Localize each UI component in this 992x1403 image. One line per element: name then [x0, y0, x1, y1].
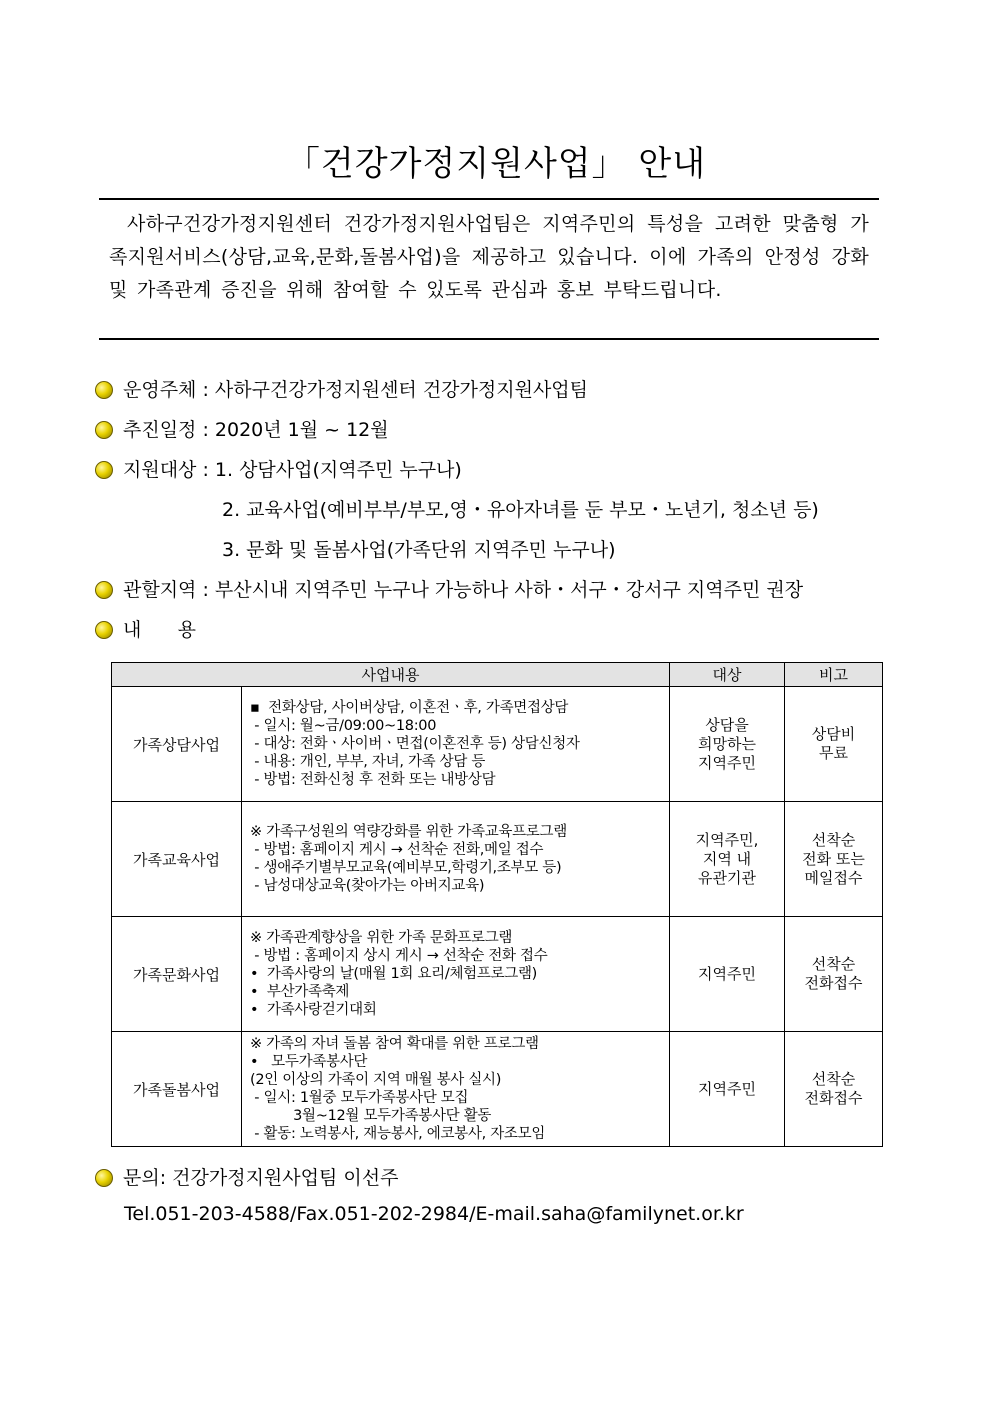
table-row: [112, 1032, 883, 1147]
bullet-icon: [95, 421, 113, 439]
row-category: 가족문화사업: [112, 917, 242, 1032]
row-category: 가족상담사업: [112, 687, 242, 802]
table-row: [112, 802, 883, 917]
bullet-icon: [95, 1169, 113, 1187]
row-target: 지역주민: [670, 917, 785, 1032]
table-row: [112, 917, 883, 1032]
info-target-3: 3. 문화 및 돌봄사업(가족단위 지역주민 누구나): [222, 539, 616, 561]
row-note: 선착순 전화 또는 메일접수: [785, 802, 883, 917]
info-target-2: 2. 교육사업(예비부부/부모,영・유아자녀를 둔 부모・노년기, 청소년 등): [222, 499, 819, 521]
table-row: [112, 687, 883, 802]
header-target: 대상: [670, 663, 785, 687]
page-title: 「건강가정지원사업」 안내: [285, 144, 707, 184]
row-target: 지역주민: [670, 1032, 785, 1147]
row-category: 가족교육사업: [112, 802, 242, 917]
row-note: 상담비 무료: [785, 687, 883, 802]
bullet-icon: [95, 621, 113, 639]
bullet-icon: [95, 581, 113, 599]
info-region: 관할지역 : 부산시내 지역주민 누구나 가능하나 사하・서구・강서구 지역주민 권장: [95, 575, 803, 602]
bullet-icon: [95, 461, 113, 479]
info-content-label: 내 용: [95, 615, 196, 642]
bullet-icon: [95, 381, 113, 399]
row-note: 선착순 전화접수: [785, 917, 883, 1032]
row-target: 상담을 희망하는 지역주민: [670, 687, 785, 802]
row-content: ※ 가족관계향상을 위한 가족 문화프로그램 - 방법 : 홈페이지 상시 게시 → 선착순 전화 접수 • 가족사랑의 날(매월 1회 요리/체험프로그램) • 부산가족축제 • 가족사랑걷기대회: [242, 917, 670, 1032]
header-note: 비고: [785, 663, 883, 687]
contact-label-row: 문의: 건강가정지원사업팀 이선주: [95, 1163, 398, 1190]
row-category: 가족돌봄사업: [112, 1032, 242, 1147]
header-content: 사업내용: [112, 663, 670, 687]
table-header-row: [112, 663, 883, 687]
row-content: ※ 가족구성원의 역량강화를 위한 가족교육프로그램 - 방법: 홈페이지 게시 → 선착순 전화,메일 접수 - 생애주기별부모교육(예비부모,학령기,조부모 등) - 남성대상교육(찾아가는 아버지교육): [242, 802, 670, 917]
intro-box: [99, 198, 879, 340]
row-content: ▪ 전화상담, 사이버상담, 이혼전ㆍ후, 가족면접상담 - 일시: 월~금/09:00~18:00 - 대상: 전화ㆍ사이버ㆍ면접(이혼전후 등) 상담신청자 - 내용: 개인, 부부, 자녀, 가족 상담 등 - 방법: 전화신청 후 전화 또는 내방상담: [242, 687, 670, 802]
info-operator: 운영주체 : 사하구건강가정지원센터 건강가정지원사업팀: [95, 375, 588, 402]
intro-text: 사하구건강가정지원센터 건강가정지원사업팀은 지역주민의 특성을 고려한 맞춤형 가족지원서비스(상담,교육,문화,돌봄사업)을 제공하고 있습니다. 이에 가족의 안정성 강화 및 가족관계 증진을 위해 참여할 수 있도록 관심과 홍보 부탁드립니다.: [109, 213, 869, 301]
program-table: [111, 662, 883, 1147]
row-target: 지역주민, 지역 내 유관기관: [670, 802, 785, 917]
row-note: 선착순 전화접수: [785, 1032, 883, 1147]
contact-details: Tel.051-203-4588/Fax.051-202-2984/E-mail.saha@familynet.or.kr: [124, 1203, 744, 1225]
row-content: ※ 가족의 자녀 돌봄 참여 확대를 위한 프로그램 • 모두가족봉사단 (2인 이상의 가족이 지역 매월 봉사 실시) - 일시: 1월중 모두가족봉사단 모집 3월~12월 모두가족봉사단 활동 - 활동: 노력봉사, 재능봉사, 에코봉사, 자조모임: [242, 1032, 670, 1147]
info-schedule: 추진일정 : 2020년 1월 ~ 12월: [95, 415, 389, 442]
info-target: 지원대상 : 1. 상담사업(지역주민 누구나): [95, 455, 462, 482]
